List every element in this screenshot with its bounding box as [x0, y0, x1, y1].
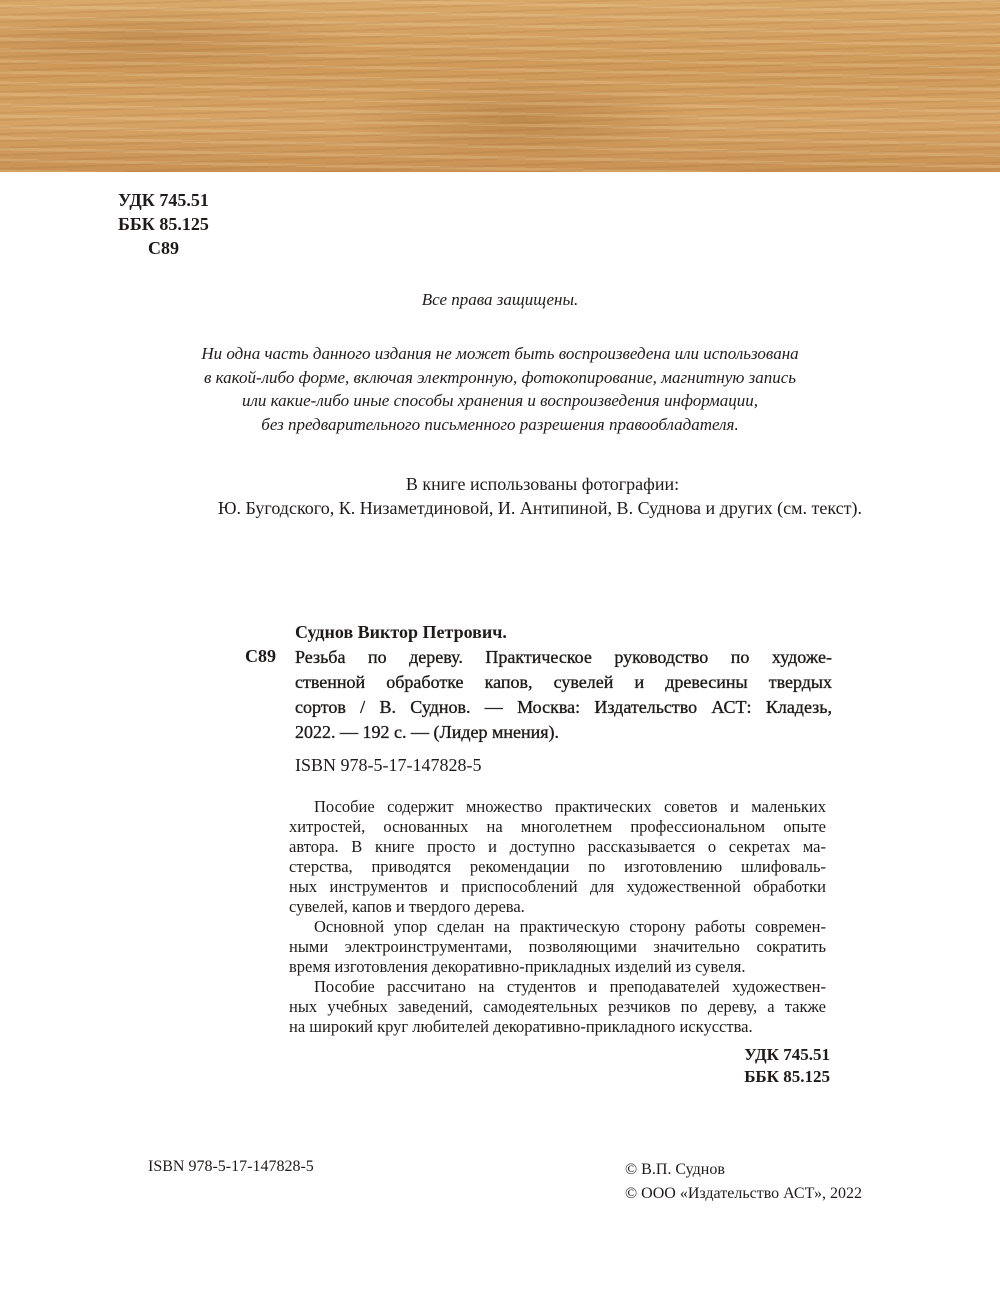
annotation-line: автора. В книге просто и доступно рассказывается о секретах ма- [289, 837, 826, 856]
top-classification-codes [118, 188, 209, 260]
annotation-line: ными электроинструментами, позволяющими значительно сократить [289, 937, 826, 956]
rights-line: без предварительного письменного разрешения правообладателя. [261, 414, 739, 434]
annotation-line: Пособие содержит множество практических советов и маленьких [314, 797, 826, 816]
annotation [289, 797, 826, 1037]
udk-code: УДК 745.51 [744, 1045, 830, 1064]
rights-title: Все права защищены. [421, 290, 579, 309]
bibliography-author: Суднов Виктор Петрович. [295, 622, 507, 642]
footer-isbn: ISBN 978-5-17-147828-5 [148, 1158, 314, 1175]
copyright-author: © В.П. Суднов [625, 1161, 725, 1178]
bibliographic-record [295, 620, 832, 745]
annotation-line: стерства, приводятся рекомендации по изготовлению шлифоваль- [289, 857, 826, 876]
bibliography-line: 2022. — 192 с. — (Лидер мнения). [295, 722, 560, 742]
udk-code: УДК 745.51 [118, 190, 209, 210]
rights-line: Ни одна часть данного издания не может быть воспроизведена или использована [201, 344, 799, 363]
isbn: ISBN 978-5-17-147828-5 [295, 755, 482, 775]
annotation-line: Основной упор сделан на практическую сторону работы современ- [314, 917, 826, 936]
copyright-publisher: © ООО «Издательство АСТ», 2022 [625, 1185, 862, 1202]
bibliography-line: сортов / В. Суднов. — Москва: Издательство АСТ: Кладезь, [295, 697, 832, 717]
copyright [625, 1158, 862, 1206]
annotation-line: ных инструментов и приспособлений для художественной обработки [289, 877, 826, 896]
photos-title: В книге использованы фотографии: [405, 474, 680, 494]
bibliography-line: Резьба по дереву. Практическое руководство по художе- [295, 647, 832, 667]
bbk-code: ББК 85.125 [744, 1067, 830, 1086]
author-mark: С89 [148, 238, 179, 258]
annotation-line: время изготовления декоративно-прикладных изделий из сувеля. [289, 957, 746, 976]
rights-line: или какие-либо иные способы хранения и воспроизведения информации, [241, 391, 758, 410]
bottom-classification-codes [700, 1044, 830, 1088]
rights-notice [0, 342, 1000, 436]
annotation-line: ных учебных заведений, самодеятельных резчиков по дереву, а также [289, 997, 826, 1016]
photos-credits: Ю. Бугодского, К. Низаметдиновой, И. Антипиной, В. Суднова и других (см. текст). [218, 498, 862, 518]
annotation-line: Пособие рассчитано на студентов и преподавателей художествен- [314, 977, 826, 996]
bibliography-mark: С89 [245, 646, 276, 666]
annotation-line: сувелей, капов и твердого дерева. [289, 897, 525, 916]
bibliography-line: ственной обработке капов, сувелей и древесины твердых [295, 672, 832, 692]
rights-line: в какой-либо форме, включая электронную, фотокопирование, магнитную запись [204, 367, 796, 387]
bbk-code: ББК 85.125 [118, 214, 209, 234]
annotation-line: на широкий круг любителей декоративно-прикладного искусства. [289, 1017, 753, 1036]
annotation-line: хитростей, основанных на многолетнем профессиональном опыте [289, 817, 826, 836]
wood-texture-banner [0, 0, 1000, 172]
